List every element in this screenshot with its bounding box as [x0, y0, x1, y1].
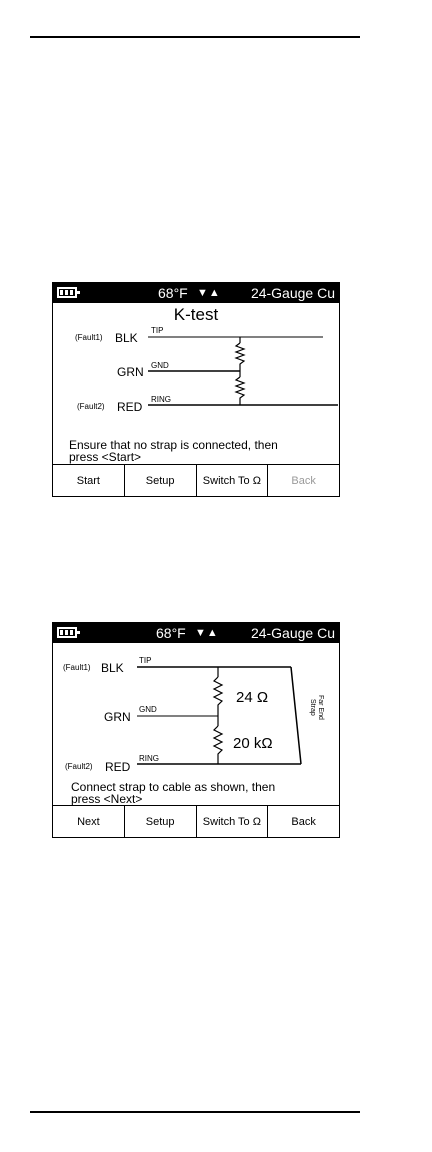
grn-wire-label: GRN [117, 365, 144, 379]
blk-wire-label: BLK [115, 331, 138, 345]
next-button[interactable]: Next [53, 806, 125, 837]
start-button[interactable]: Start [53, 465, 125, 496]
ring-line-label: RING [139, 754, 159, 763]
resistor-bottom [236, 377, 244, 405]
red-wire-label: RED [117, 400, 143, 414]
tip-line-label: TIP [151, 326, 164, 335]
instruction-line-1: Connect strap to cable as shown, then [71, 780, 276, 794]
scroll-arrows-icon: ▼▲ [195, 627, 219, 639]
gnd-line-label: GND [139, 705, 157, 714]
page-title: K-test [173, 305, 219, 324]
setup-button[interactable]: Setup [125, 465, 197, 496]
blk-wire-label: BLK [101, 661, 124, 675]
switch-to-ohm-button[interactable]: Switch To Ω [197, 806, 269, 837]
instruction-line-1: Ensure that no strap is connected, then [69, 438, 278, 452]
scroll-arrows-icon: ▼▲ [197, 287, 221, 299]
red-fault-label: (Fault2) [77, 402, 105, 411]
ring-line-label: RING [151, 395, 171, 404]
instruction-line-2: press <Start> [69, 450, 142, 464]
grn-wire-label: GRN [104, 710, 131, 724]
softkey-bar [53, 464, 339, 496]
strap-line [291, 667, 301, 764]
temperature-readout: 68°F [158, 285, 188, 301]
blk-fault-label: (Fault1) [63, 663, 91, 672]
red-fault-label: (Fault2) [65, 762, 93, 771]
cable-gauge-readout: 24-Gauge Cu [250, 625, 335, 641]
bottom-rule [30, 1111, 360, 1113]
resistor-24-ohm-label: 24 Ω [236, 689, 269, 706]
instruction-line-2: press <Next> [71, 792, 143, 806]
far-end-strap-label [308, 695, 324, 720]
back-button[interactable]: Back [291, 474, 316, 487]
cable-gauge-readout: 24-Gauge Cu [250, 285, 335, 301]
switch-to-ohm-button[interactable]: Switch To Ω [197, 465, 269, 496]
far-end-label: Far End [317, 695, 324, 720]
resistor-20-kohm-label: 20 kΩ [233, 735, 273, 752]
gnd-line-label: GND [151, 361, 169, 370]
strap-label: Strap [309, 699, 316, 716]
tip-line-label: TIP [139, 656, 152, 665]
resistor-top [236, 343, 244, 371]
resistor-top [214, 677, 222, 716]
back-button[interactable]: Back [291, 815, 316, 828]
ktest-screen-next [52, 622, 340, 838]
setup-button[interactable]: Setup [125, 806, 197, 837]
resistor-bottom [214, 726, 222, 764]
top-rule [30, 36, 360, 38]
ktest-screen-start [52, 282, 340, 497]
softkey-bar [53, 805, 339, 837]
blk-fault-label: (Fault1) [75, 333, 103, 342]
temperature-readout: 68°F [156, 625, 186, 641]
red-wire-label: RED [105, 760, 131, 774]
